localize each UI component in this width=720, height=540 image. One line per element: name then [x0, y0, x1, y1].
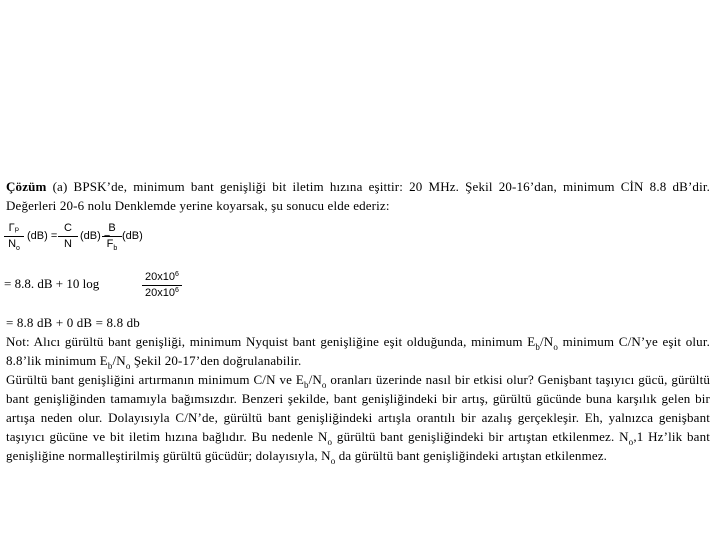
- para2-text-5: ,1 Hz’lik bant genişliğine normalleştirilmiş gürültü gücüdür; dolayısıyla, N: [6, 429, 710, 463]
- solution-paragraph: [6, 177, 710, 215]
- lhs-denominator: [4, 238, 24, 251]
- para2-text-1: Gürültü bant genişliğini artırmanın minimum C/N ve E: [6, 372, 304, 387]
- fraction-bar: [142, 285, 182, 286]
- note-sub-3: b: [107, 361, 113, 371]
- note-paragraph: [6, 332, 710, 370]
- note-text-2: /N: [540, 334, 554, 349]
- lhs-den-sub: o: [16, 245, 20, 252]
- para2-text-2: /N: [308, 372, 322, 387]
- fraction-bar: [58, 236, 78, 237]
- lhs-numerator: Γₚ: [8, 222, 20, 234]
- log-den-text: 20x10: [145, 287, 176, 299]
- log-fraction: [142, 271, 182, 300]
- rhs-den-text: F: [106, 238, 114, 250]
- note-text-4: /N: [112, 353, 126, 368]
- para2-sub-4: o: [628, 437, 634, 447]
- db-label-1: (dB) =: [27, 230, 58, 242]
- para2-sub-5: o: [330, 456, 336, 466]
- para2-text-3: oranları üzerinde nasıl bir etkisi olur? Genişbant taşıyıcı gücü, gürültü bant genişliğinden tamamıyla bağımsızdır. Benzeri şekilde, bant genişliğindeki bir artış, gürültü gücünde buna karşılık gelen bir artışa neden olur. Dolayısıyla C/N’de, gürültü bant genişliğindeki artışla orantılı bir azalış gerçekleşir. Eh, yalnızca genişbant taşıyıcı gücüne ve bit iletim hızına bağlıdır. Bu nedenle N: [6, 372, 710, 444]
- log-numerator: [142, 271, 182, 284]
- para2-sub-2: o: [321, 380, 327, 390]
- note-text-5: Şekil 20-17’den doğrulanabilir.: [130, 353, 302, 368]
- fraction-bar: [102, 236, 122, 237]
- log-expression: = 8.8. dB + 10 log: [4, 276, 100, 291]
- mid-fraction: [58, 222, 78, 251]
- rhs-numerator: B: [108, 222, 116, 234]
- mid-numerator: C: [64, 222, 72, 234]
- rhs-den-sub: b: [113, 245, 118, 252]
- solution-label: Çözüm: [6, 179, 47, 194]
- note-sub-1: b: [535, 342, 541, 352]
- rhs-denominator: [102, 238, 122, 251]
- db-label-2: (dB) −: [80, 230, 111, 242]
- mid-denominator: N: [64, 238, 72, 250]
- result-line: = 8.8 dB + 0 dB = 8.8 db: [6, 315, 140, 330]
- log-num-text: 20x10: [145, 271, 176, 283]
- db-label-3: (dB): [122, 230, 143, 242]
- fraction-bar: [4, 236, 24, 237]
- lhs-den-text: N: [8, 238, 17, 250]
- solution-text: (a) BPSK’de, minimum bant genişliği bit iletim hızına eşittir: 20 MHz. Şekil 20-16’dan, minimum CİN 8.8 dB’dir. Değerleri 20-6 nolu Denklemde yerine koyarsak, şu sonucu elde ederiz:: [6, 179, 710, 213]
- note-sub-2: o: [553, 342, 558, 352]
- para2-sub-3: o: [327, 437, 333, 447]
- snr-equation: [4, 221, 204, 257]
- para2-text-4: gürültü bant genişliğindeki bir artıştan etkilenmez. N: [332, 429, 629, 444]
- lhs-fraction: [4, 222, 24, 251]
- note-sub-4: o: [125, 361, 131, 371]
- log-denominator: [142, 287, 182, 300]
- note-text-3: minimum C/N’ye eşit olur. 8.8’lik minimum E: [6, 334, 710, 368]
- log-num-sup: 6: [175, 271, 179, 278]
- para2-text-6: da gürültü bant genişliğindeki artıştan etkilenmez.: [335, 448, 608, 463]
- log-den-sup: 6: [175, 287, 179, 294]
- note-text-1: Not: Alıcı gürültü bant genişliği, minimum Nyquist bant genişliğine eşit olduğunda, minimum E: [6, 334, 536, 349]
- rhs-fraction: [102, 222, 122, 251]
- para2-sub-1: b: [303, 380, 309, 390]
- bandwidth-paragraph: [6, 370, 710, 465]
